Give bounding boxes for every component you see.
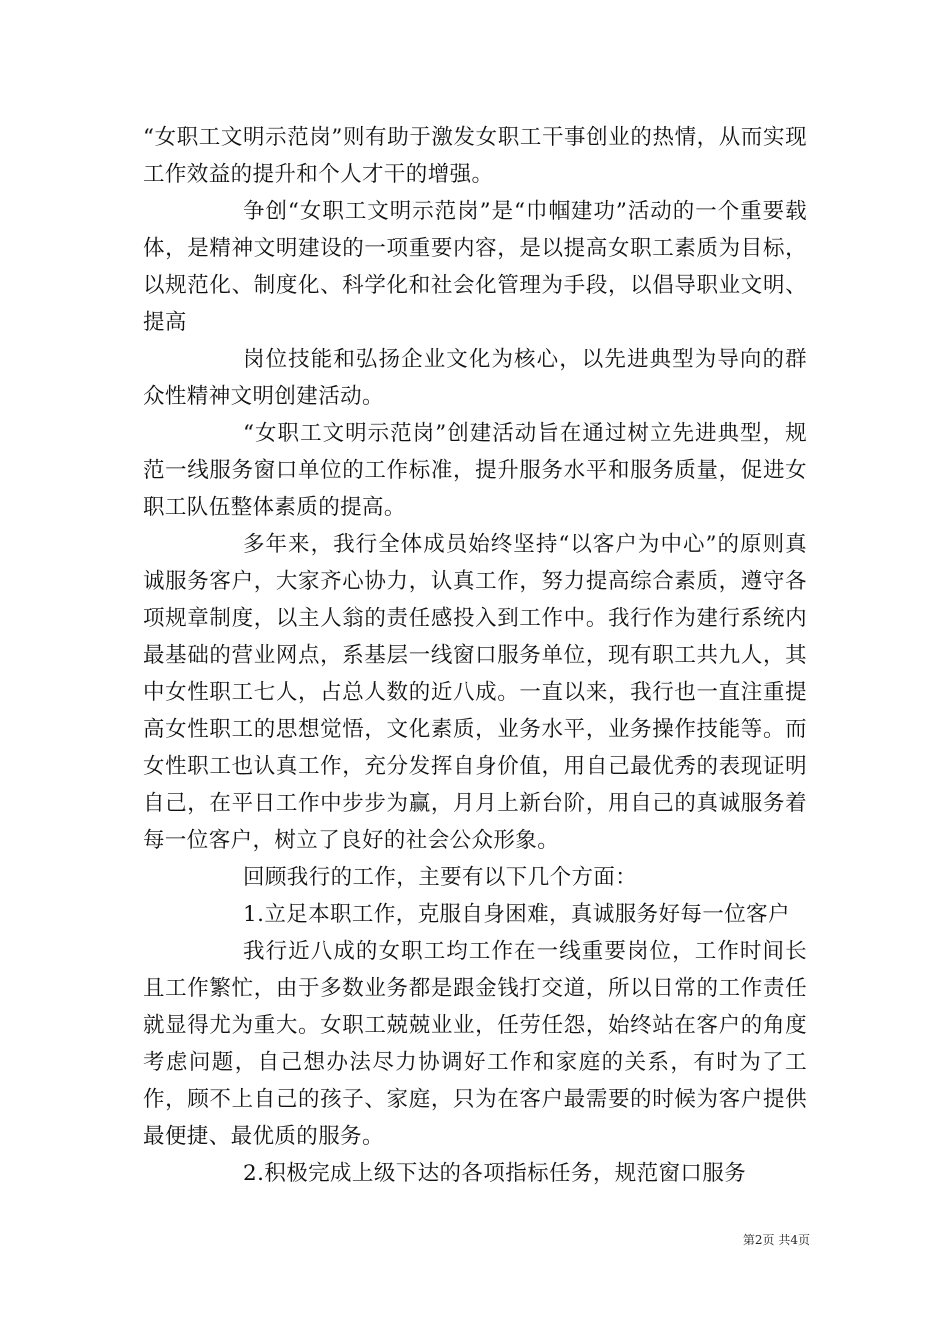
section-heading-2: 2.积极完成上级下达的各项指标任务，规范窗口服务 bbox=[243, 1161, 747, 1186]
page-footer: 第2页 共4页 bbox=[742, 1233, 810, 1247]
document-body bbox=[143, 119, 807, 1192]
paragraph-3: 岗位技能和弘扬企业文化为核心，以先进典型为导向的群众性精神文明创建活动。 bbox=[143, 347, 807, 409]
paragraph-2: 争创“女职工文明示范岗”是“巾帼建功”活动的一个重要载体，是精神文明建设的一项重要内容，是以提高女职工素质为目标，以规范化、制度化、科学化和社会化管理为手段，以倡导职业文明、提高 bbox=[143, 199, 807, 335]
section-heading-1: 1.立足本职工作，克服自身困难，真诚服务好每一位客户 bbox=[243, 902, 790, 927]
paragraph-5: 多年来，我行全体成员始终坚持“以客户为中心”的原则真诚服务客户，大家齐心协力，认真工作，努力提高综合素质，遵守各项规章制度，以主人翁的责任感投入到工作中。我行作为建行系统内最基础的营业网点，系基层一线窗口服务单位，现有职工共九人，其中女性职工七人，占总人数的近八成。一直以来，我行也一直注重提高女性职工的思想觉悟，文化素质，业务水平，业务操作技能等。而女性职工也认真工作，充分发挥自身价值，用自己最优秀的表现证明自己，在平日工作中步步为赢，月月上新台阶，用自己的真诚服务着每一位客户，树立了良好的社会公众形象。 bbox=[143, 532, 807, 853]
paragraph-1: “女职工文明示范岗”则有助于激发女职工干事创业的热情，从而实现工作效益的提升和个人才干的增强。 bbox=[143, 125, 807, 187]
paragraph-7: 我行近八成的女职工均工作在一线重要岗位，工作时间长且工作繁忙，由于多数业务都是跟金钱打交道，所以日常的工作责任就显得尤为重大。女职工兢兢业业，任劳任怨，始终站在客户的角度考虑问题，自己想办法尽力协调好工作和家庭的关系，有时为了工作，顾不上自己的孩子、家庭，只为在客户最需要的时候为客户提供最便捷、最优质的服务。 bbox=[143, 939, 807, 1149]
paragraph-4: “女职工文明示范岗”创建活动旨在通过树立先进典型，规范一线服务窗口单位的工作标准，提升服务水平和服务质量，促进女职工队伍整体素质的提高。 bbox=[143, 421, 807, 520]
paragraph-6: 回顾我行的工作，主要有以下几个方面： bbox=[243, 865, 638, 890]
